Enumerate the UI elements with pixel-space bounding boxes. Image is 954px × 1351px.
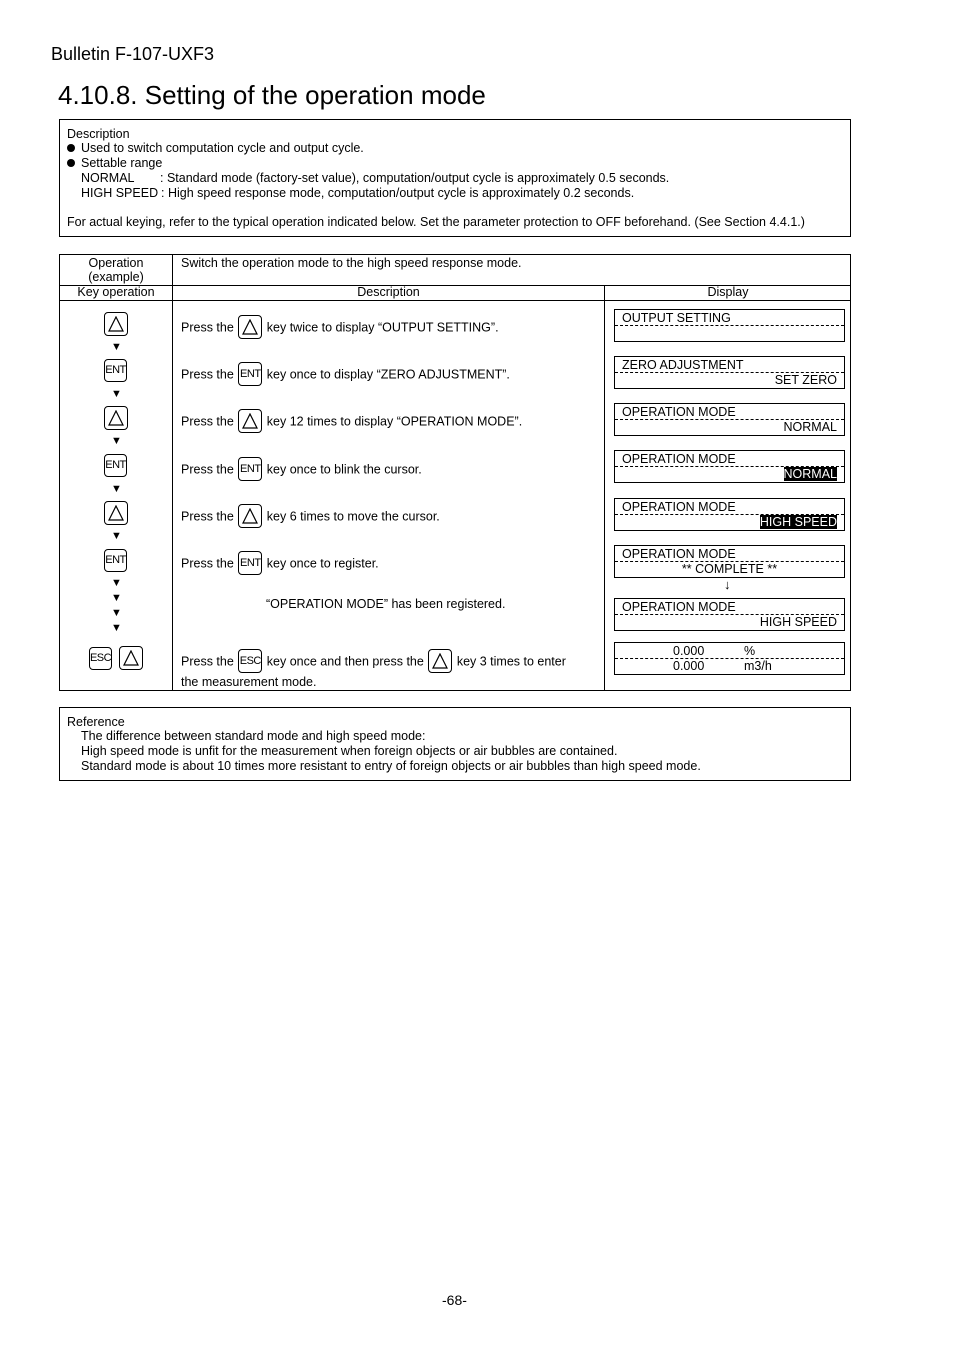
- up-key-button[interactable]: [104, 312, 128, 336]
- up-key-button[interactable]: [104, 501, 128, 525]
- cursor-highlight: NORMAL: [783, 467, 837, 481]
- esc-key-button[interactable]: ESC: [89, 647, 112, 670]
- dashed-divider: [615, 658, 844, 659]
- down-arrow-icon: ▼: [111, 341, 122, 353]
- up-triangle-icon: [242, 413, 258, 429]
- down-arrow-icon: ▼: [111, 530, 122, 542]
- down-arrow-icon: ▼: [111, 577, 122, 589]
- bullet-icon: [67, 144, 75, 152]
- description-note: For actual keying, refer to the typical operation indicated below. Set the parameter protection to OFF beforehand. (See Section 4.4.1.): [67, 215, 805, 229]
- up-triangle-icon: [242, 508, 258, 524]
- description-box: [59, 119, 851, 237]
- lcd-display: ZERO ADJUSTMENT SET ZERO: [614, 356, 845, 389]
- lcd-display: OUTPUT SETTING: [614, 309, 845, 342]
- inline-up-key: [238, 409, 262, 433]
- row-divider: [60, 300, 850, 301]
- inline-ent-key: ENT: [238, 362, 262, 386]
- high-mode-text: : High speed response mode, computation/output cycle is approximately 0.2 seconds.: [161, 186, 635, 200]
- down-arrow-icon: ▼: [111, 483, 122, 495]
- inline-ent-key: ENT: [238, 457, 262, 481]
- bulletin-number: Bulletin F-107-UXF3: [51, 44, 215, 64]
- reference-line-3: Standard mode is about 10 times more resistant to entry of foreign objects or air bubbles than high speed mode.: [81, 759, 701, 773]
- column-divider: [604, 285, 605, 690]
- cursor-highlight: HIGH SPEED: [759, 515, 837, 529]
- down-arrow-icon: ▼: [111, 622, 122, 634]
- header-description: Description: [357, 285, 420, 299]
- step-8-description: Press the ESC key once and then press the key 3 times to enter: [181, 650, 566, 674]
- inline-esc-key: ESC: [238, 649, 262, 673]
- step-6-description: Press the ENT key once to register.: [181, 552, 379, 576]
- down-arrow-icon: ▼: [111, 435, 122, 447]
- down-arrow-icon: ↓: [724, 577, 731, 592]
- operation-example-label: Operation (example): [88, 256, 144, 284]
- up-triangle-icon: [108, 316, 124, 332]
- reference-line-2: High speed mode is unfit for the measurement when foreign objects or air bubbles are contained.: [81, 744, 618, 758]
- column-divider: [172, 255, 173, 690]
- bullet-icon: [67, 159, 75, 167]
- step-4-description: Press the ENT key once to blink the cursor.: [181, 458, 422, 482]
- up-triangle-icon: [432, 653, 448, 669]
- header-key-operation: Key operation: [77, 285, 155, 299]
- dashed-divider: [615, 325, 844, 326]
- section-heading: 4.10.8. Setting of the operation mode: [58, 80, 486, 110]
- ent-key-button[interactable]: ENT: [104, 359, 127, 382]
- normal-mode-name: NORMAL: [81, 171, 135, 185]
- ent-key-button[interactable]: ENT: [104, 454, 127, 477]
- step-7-description: “OPERATION MODE” has been registered.: [266, 597, 506, 611]
- step-5-description: Press the key 6 times to move the cursor.: [181, 505, 440, 529]
- lcd-display: OPERATION MODE NORMAL: [614, 450, 845, 483]
- reference-label: Reference: [67, 715, 125, 729]
- up-triangle-icon: [123, 650, 139, 666]
- reference-box: [59, 707, 851, 781]
- lcd-display: OPERATION MODE HIGH SPEED: [614, 598, 845, 631]
- high-mode-name: HIGH SPEED: [81, 186, 159, 200]
- ent-key-button[interactable]: ENT: [104, 549, 127, 572]
- normal-mode-text: : Standard mode (factory-set value), computation/output cycle is approximately 0.5 seconds.: [160, 171, 670, 185]
- inline-ent-key: ENT: [238, 551, 262, 575]
- step-2-description: Press the ENT key once to display “ZERO ADJUSTMENT”.: [181, 363, 510, 387]
- down-arrow-icon: ▼: [111, 388, 122, 400]
- operation-example-text: Switch the operation mode to the high speed response mode.: [181, 256, 522, 270]
- description-bullet-2: Settable range: [67, 156, 162, 171]
- up-triangle-icon: [108, 410, 124, 426]
- lcd-display: OPERATION MODE HIGH SPEED: [614, 498, 845, 531]
- inline-up-key: [238, 315, 262, 339]
- description-bullet-1: Used to switch computation cycle and output cycle.: [67, 141, 364, 156]
- lcd-display-measurement: 0.000 % 0.000 m3/h: [614, 642, 845, 675]
- reference-line-1: The difference between standard mode and high speed mode:: [81, 729, 426, 743]
- page-number: -68-: [442, 1292, 467, 1308]
- inline-up-key: [428, 649, 452, 673]
- step-1-description: Press the key twice to display “OUTPUT SETTING”.: [181, 316, 499, 340]
- operation-table: [59, 254, 851, 691]
- up-key-button[interactable]: [119, 646, 143, 670]
- header-display: Display: [707, 285, 749, 299]
- up-key-button[interactable]: [104, 406, 128, 430]
- down-arrow-icon: ▼: [111, 607, 122, 619]
- description-label: Description: [67, 127, 130, 141]
- up-triangle-icon: [242, 319, 258, 335]
- lcd-display: OPERATION MODE ** COMPLETE **: [614, 545, 845, 578]
- inline-up-key: [238, 504, 262, 528]
- lcd-display: OPERATION MODE NORMAL: [614, 403, 845, 436]
- up-triangle-icon: [108, 505, 124, 521]
- step-3-description: Press the key 12 times to display “OPERATION MODE”.: [181, 410, 522, 434]
- step-8-description-cont: the measurement mode.: [181, 675, 317, 689]
- down-arrow-icon: ▼: [111, 592, 122, 604]
